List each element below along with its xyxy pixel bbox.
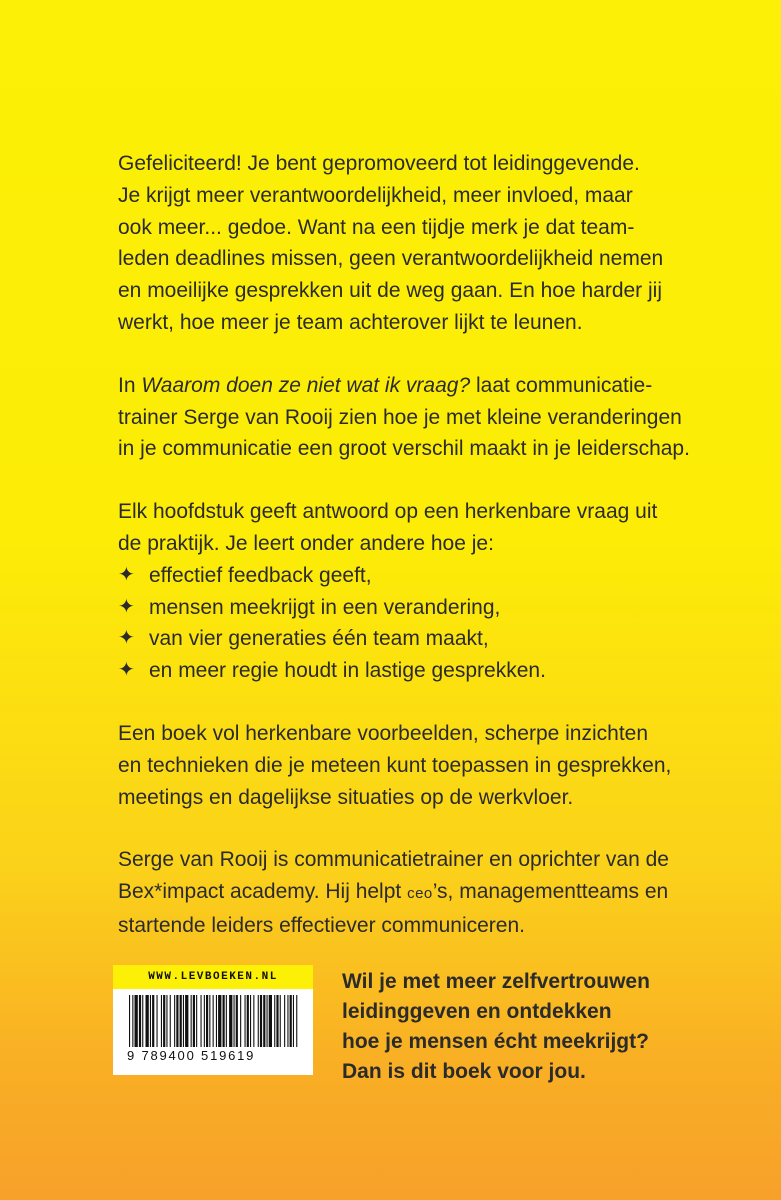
isbn-number: 9 789400 519619 [127,1048,256,1063]
tagline-line: Dan is dit boek voor jou. [342,1060,586,1083]
intro-line: leden deadlines missen, geen verantwoordelijkheid nemen [118,247,664,271]
summary-line: en technieken die je meteen kunt toepassen in gesprekken, [118,753,672,777]
list-item-text: en meer regie houdt in lastige gesprekken. [149,659,546,683]
book-paragraph-text: laat communicatie- [470,373,653,397]
sparkle-bullet-icon: ✦ [118,595,135,618]
sparkle-bullet-icon: ✦ [118,563,135,586]
back-cover-text [118,148,718,973]
summary-line: Een boek vol herkenbare voorbeelden, scherpe inzichten [118,721,649,745]
chapters-text: de praktijk. Je leert onder andere hoe je: [118,531,494,555]
book-paragraph-text: in je communicatie een groot verschil maakt in je leiderschap. [118,437,690,461]
chapters-text: Elk hoofdstuk geeft antwoord op een herkenbare vraag uit [118,500,658,524]
sparkle-bullet-icon: ✦ [118,627,135,650]
intro-line: werkt, hoe meer je team achterover lijkt te leunen. [118,310,583,334]
author-paragraph [118,844,718,941]
barcode-box [113,965,313,1075]
list-item-text: effectief feedback geeft, [149,563,372,587]
book-paragraph-prefix: In [118,373,142,397]
author-text: Bex*impact academy. Hij helpt [118,880,408,904]
sparkle-bullet-icon: ✦ [118,659,135,682]
author-text: startende leiders effectiever communiceren. [118,913,525,937]
intro-line: en moeilijke gesprekken uit de weg gaan. En hoe harder jij [118,279,663,303]
tagline [342,967,682,1087]
intro-paragraph [118,148,718,339]
summary-paragraph [118,718,718,813]
summary-line: meetings en dagelijkse situaties op de werkvloer. [118,785,574,809]
chapters-paragraph [118,496,718,560]
intro-line: ook meer... gedoe. Want na een tijdje merk je dat team- [118,215,635,239]
list-item [118,623,718,655]
book-paragraph [118,370,718,465]
book-paragraph-text: trainer Serge van Rooij zien hoe je met kleine veranderingen [118,405,682,429]
author-text: Serge van Rooij is communicatietrainer en oprichter van de [118,848,669,872]
intro-line: Je krijgt meer verantwoordelijkheid, meer invloed, maar [118,183,633,207]
intro-line: Gefeliciteerd! Je bent gepromoveerd tot leidinggevende. [118,152,640,175]
author-text: ’s, managementteams en [432,880,669,904]
tagline-line: hoe je mensen écht meekrijgt? [342,1030,649,1053]
tagline-line: Wil je met meer zelfvertrouwen [342,970,650,993]
list-item-text: mensen meekrijgt in een verandering, [149,595,501,619]
list-item [118,560,718,592]
book-title: Waarom doen ze niet wat ik vraag? [141,373,471,397]
list-item [118,655,718,687]
author-text-smallcaps: ceo [407,885,433,903]
barcode-icon [127,995,299,1047]
publisher-url: WWW.LEVBOEKEN.NL [113,965,313,989]
list-item-text: van vier generaties één team maakt, [149,627,489,651]
list-item [118,592,718,624]
skills-list [118,560,718,687]
tagline-line: leidinggeven en ontdekken [342,1000,612,1023]
